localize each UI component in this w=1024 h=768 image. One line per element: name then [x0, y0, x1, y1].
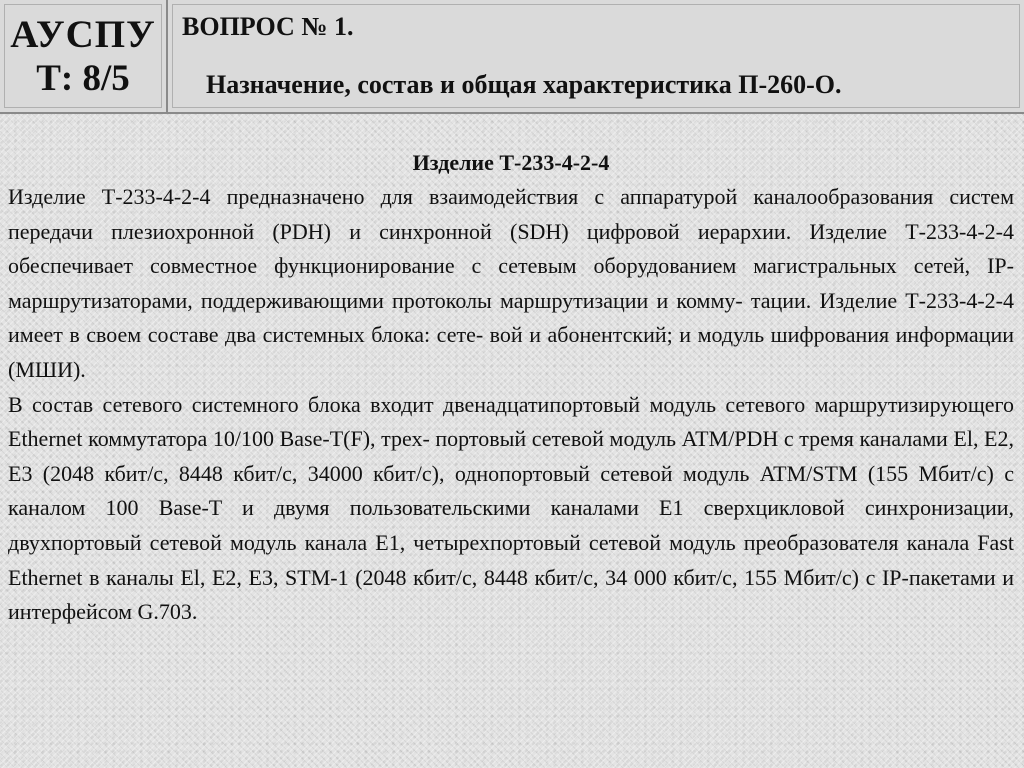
paragraph: В состав сетевого системного блока входит двенадцатипортовый модуль сетевого маршрутизирующего Ethernet коммутатора 10/100 Base-T(F), трех- портовый сетевой модуль ATM/PDH с тремя каналами El, E2, E3 (2048 кбит/с, 8448 кбит/с, 34000 кбит/с), однопортовый сетевой модуль ATM/STM (155 Мбит/с) с каналом 100 Base-T и двумя пользовательскими каналами E1 сверхцикловой синхронизации, двухпортовый сетевой модуль канала E1, четырехпортовый сетевой модуль преобразователя канала Fast Ethernet в каналы El, E2, E3, STM-1 (2048 кбит/с, 8448 кбит/с, 34 000 кбит/с, 155 Мбит/с) с IP-пакетами и интерфейсом G.703. — [8, 391, 1014, 625]
slide-header — [0, 0, 1024, 114]
question-number: ВОПРОС № 1. — [182, 12, 354, 41]
slide-content — [8, 148, 1014, 630]
logo-subtitle: Т: 8/5 — [36, 58, 130, 99]
title-box — [168, 0, 1024, 112]
logo-box — [0, 0, 168, 112]
question-topic: Назначение, состав и общая характеристика П-260-О. — [206, 70, 842, 99]
section-title: Изделие Т-233-4-2-4 — [412, 150, 610, 175]
logo-title: АУСПУ — [10, 13, 156, 56]
paragraph: Изделие Т-233-4-2-4 предназначено для взаимодействия с аппаратурой каналообразования систем передачи плезиохронной (PDH) и синхронной (SDH) цифровой иерархии. Изделие Т-233-4-2-4 обеспечивает совместное функционирование с сетевым оборудованием магистральных сетей, IP-маршрутизаторами, поддерживающими протоколы маршрутизации и комму- тации. Изделие Т-233-4-2-4 имеет в своем составе два системных блока: сете- вой и абонентский; и модуль шифрования информации (МШИ). — [8, 184, 1014, 382]
